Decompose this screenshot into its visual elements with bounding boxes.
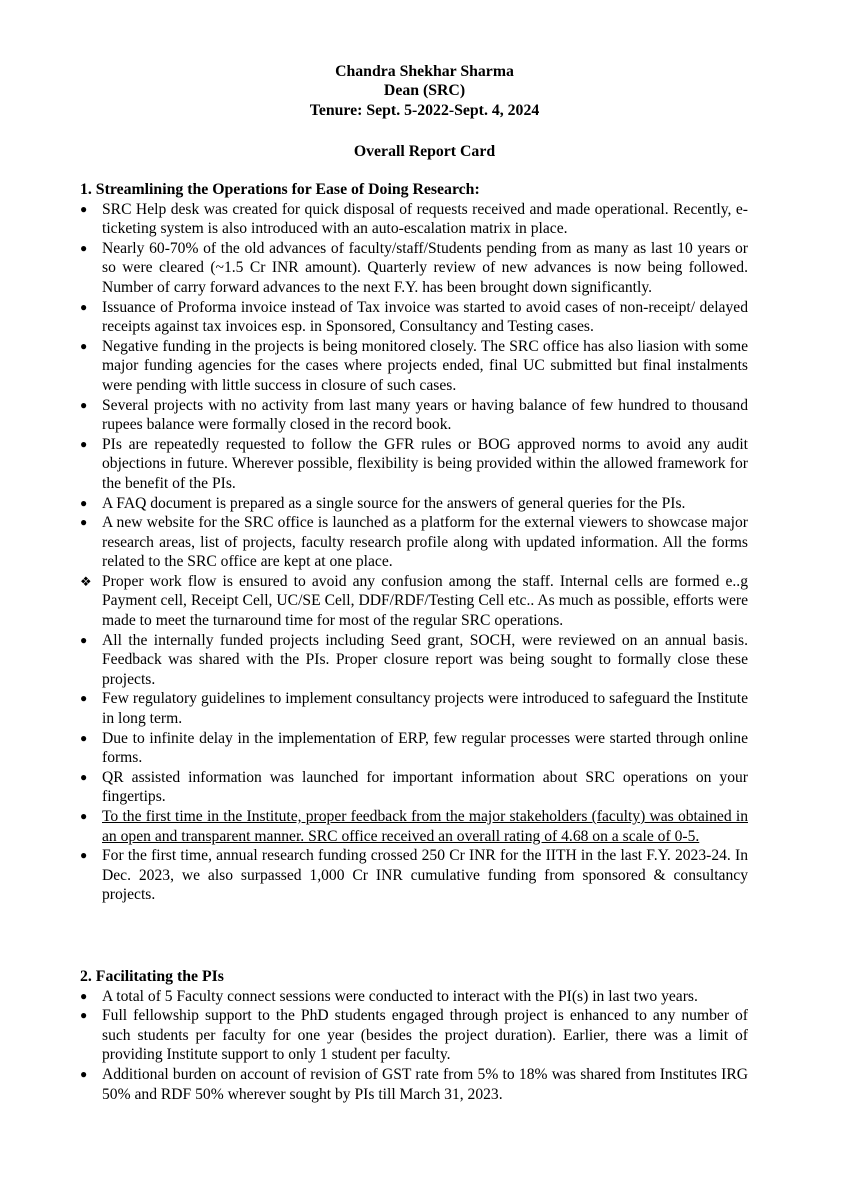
list-item <box>80 987 748 1007</box>
tenure-line: Tenure: Sept. 5-2022-Sept. 4, 2024 <box>309 101 540 119</box>
bullet-icon: ● <box>80 730 88 745</box>
bullet-list <box>80 200 748 905</box>
list-item <box>80 689 748 728</box>
list-item <box>80 846 748 905</box>
list-item-text: SRC Help desk was created for quick disposal of requests received and made operational. Recently, e-ticketing system is also introduced with an auto-escalation matrix in place. <box>102 200 748 238</box>
list-item-text: PIs are repeatedly requested to follow the GFR rules or BOG approved norms to avoid any audit objections in future. Wherever possible, flexibility is being provided within the allowed framework for the benefit of the PIs. <box>102 435 748 492</box>
list-item-text: Additional burden on account of revision of GST rate from 5% to 18% was shared from Institutes IRG 50% and RDF 50% wherever sought by PIs till March 31, 2023. <box>102 1065 748 1103</box>
list-item-text-underlined: To the first time in the Institute, proper feedback from the major stakeholders (faculty) was obtained in an open and transparent manner. SRC office received an overall rating of 4.68 on a scale of 0-5. <box>102 808 748 845</box>
list-item <box>80 494 748 514</box>
list-item <box>80 337 748 396</box>
list-item <box>80 239 748 298</box>
list-item-text: QR assisted information was launched for important information about SRC operations on your fingertips. <box>102 768 748 806</box>
bullet-icon: ● <box>80 495 88 510</box>
bullet-icon: ● <box>80 769 88 784</box>
bullet-icon: ● <box>80 632 88 647</box>
list-item <box>80 807 748 846</box>
bullet-icon: ● <box>80 691 88 706</box>
list-item-text: Full fellowship support to the PhD students engaged through project is enhanced to any number of such students per faculty for one year (besides the project duration). Earlier, there was a limit of providing Institute support to only 1 student per faculty. <box>102 1007 748 1064</box>
list-item-text: A new website for the SRC office is launched as a platform for the external viewers to showcase major research areas, list of projects, faculty research profile along with updated information. All the forms related to the SRC office are kept at one place. <box>102 514 748 571</box>
list-item <box>80 1006 748 1065</box>
list-item <box>80 1065 748 1104</box>
section-facilitating-pis <box>80 967 748 1104</box>
list-item <box>80 200 748 239</box>
list-item-text: A total of 5 Faculty connect sessions were conducted to interact with the PI(s) in last two years. <box>102 987 698 1005</box>
bullet-icon: ● <box>80 397 88 412</box>
diamond-bullet-icon: ❖ <box>80 573 92 589</box>
bullet-icon: ● <box>80 809 88 823</box>
bullet-icon: ● <box>80 515 88 530</box>
section-heading: 1. Streamlining the Operations for Ease of Doing Research: <box>80 181 480 198</box>
list-item <box>80 513 748 572</box>
report-title: Overall Report Card <box>353 143 496 160</box>
list-item <box>80 631 748 690</box>
list-item <box>80 396 748 435</box>
bullet-icon: ● <box>80 848 88 863</box>
bullet-icon: ● <box>80 299 88 314</box>
bullet-icon: ● <box>80 338 88 353</box>
list-item <box>80 729 748 768</box>
list-item-text: All the internally funded projects including Seed grant, SOCH, were reviewed on an annual basis. Feedback was shared with the PIs. Proper closure report was being sought to formally close these projects. <box>102 631 748 688</box>
list-item <box>80 298 748 337</box>
list-item-text: Due to infinite delay in the implementation of ERP, few regular processes were started through online forms. <box>102 729 748 767</box>
list-item-text: Issuance of Proforma invoice instead of Tax invoice was started to avoid cases of non-receipt/ delayed receipts against tax invoices esp. in Sponsored, Consultancy and Testing cases. <box>102 298 748 336</box>
bullet-icon: ● <box>80 201 88 216</box>
list-item <box>80 768 748 807</box>
list-item-text: Few regulatory guidelines to implement consultancy projects were introduced to safeguard the Institute in long term. <box>102 690 748 728</box>
section-streamlining-operations <box>80 180 748 905</box>
bullet-icon: ● <box>80 1008 88 1023</box>
list-item-text: Several projects with no activity from last many years or having balance of few hundred to thousand rupees balance were formally closed in the record book. <box>102 396 748 434</box>
list-item <box>80 572 748 631</box>
list-item-text: For the first time, annual research funding crossed 250 Cr INR for the IITH in the last F.Y. 2023-24. In Dec. 2023, we also surpassed 1,000 Cr INR cumulative funding from sponsored & consultancy projects. <box>102 847 748 904</box>
author-name: Chandra Shekhar Sharma <box>335 63 514 80</box>
bullet-icon: ● <box>80 988 88 1003</box>
list-item <box>80 435 748 494</box>
bullet-icon: ● <box>80 436 88 451</box>
bullet-list <box>80 987 748 1105</box>
section-heading: 2. Facilitating the PIs <box>80 968 224 985</box>
list-item-text: Proper work flow is ensured to avoid any confusion among the staff. Internal cells are formed e..g Payment cell, Receipt Cell, UC/SE Cell, DDF/RDF/Testing Cell etc.. As much as possible, efforts were made to meet the turnaround time for most of the regular SRC operations. <box>102 572 748 630</box>
author-position: Dean (SRC) <box>383 82 466 100</box>
list-item-text: Negative funding in the projects is being monitored closely. The SRC office has also liasion with some major funding agencies for the cases where projects ended, final UC submitted but final instalments were pending with little success in closure of such cases. <box>102 337 748 394</box>
bullet-icon: ● <box>80 240 88 255</box>
list-item-text: A FAQ document is prepared as a single source for the answers of general queries for the PIs. <box>102 494 686 512</box>
bullet-icon: ● <box>80 1066 88 1081</box>
list-item-text: Nearly 60-70% of the old advances of faculty/staff/Students pending from as many as last 10 years or so were cleared (~1.5 Cr INR amount). Quarterly review of new advances is now being followed. Number of carry forward advances to the next F.Y. has been brought down significantly. <box>102 239 748 296</box>
document-header <box>0 62 849 120</box>
